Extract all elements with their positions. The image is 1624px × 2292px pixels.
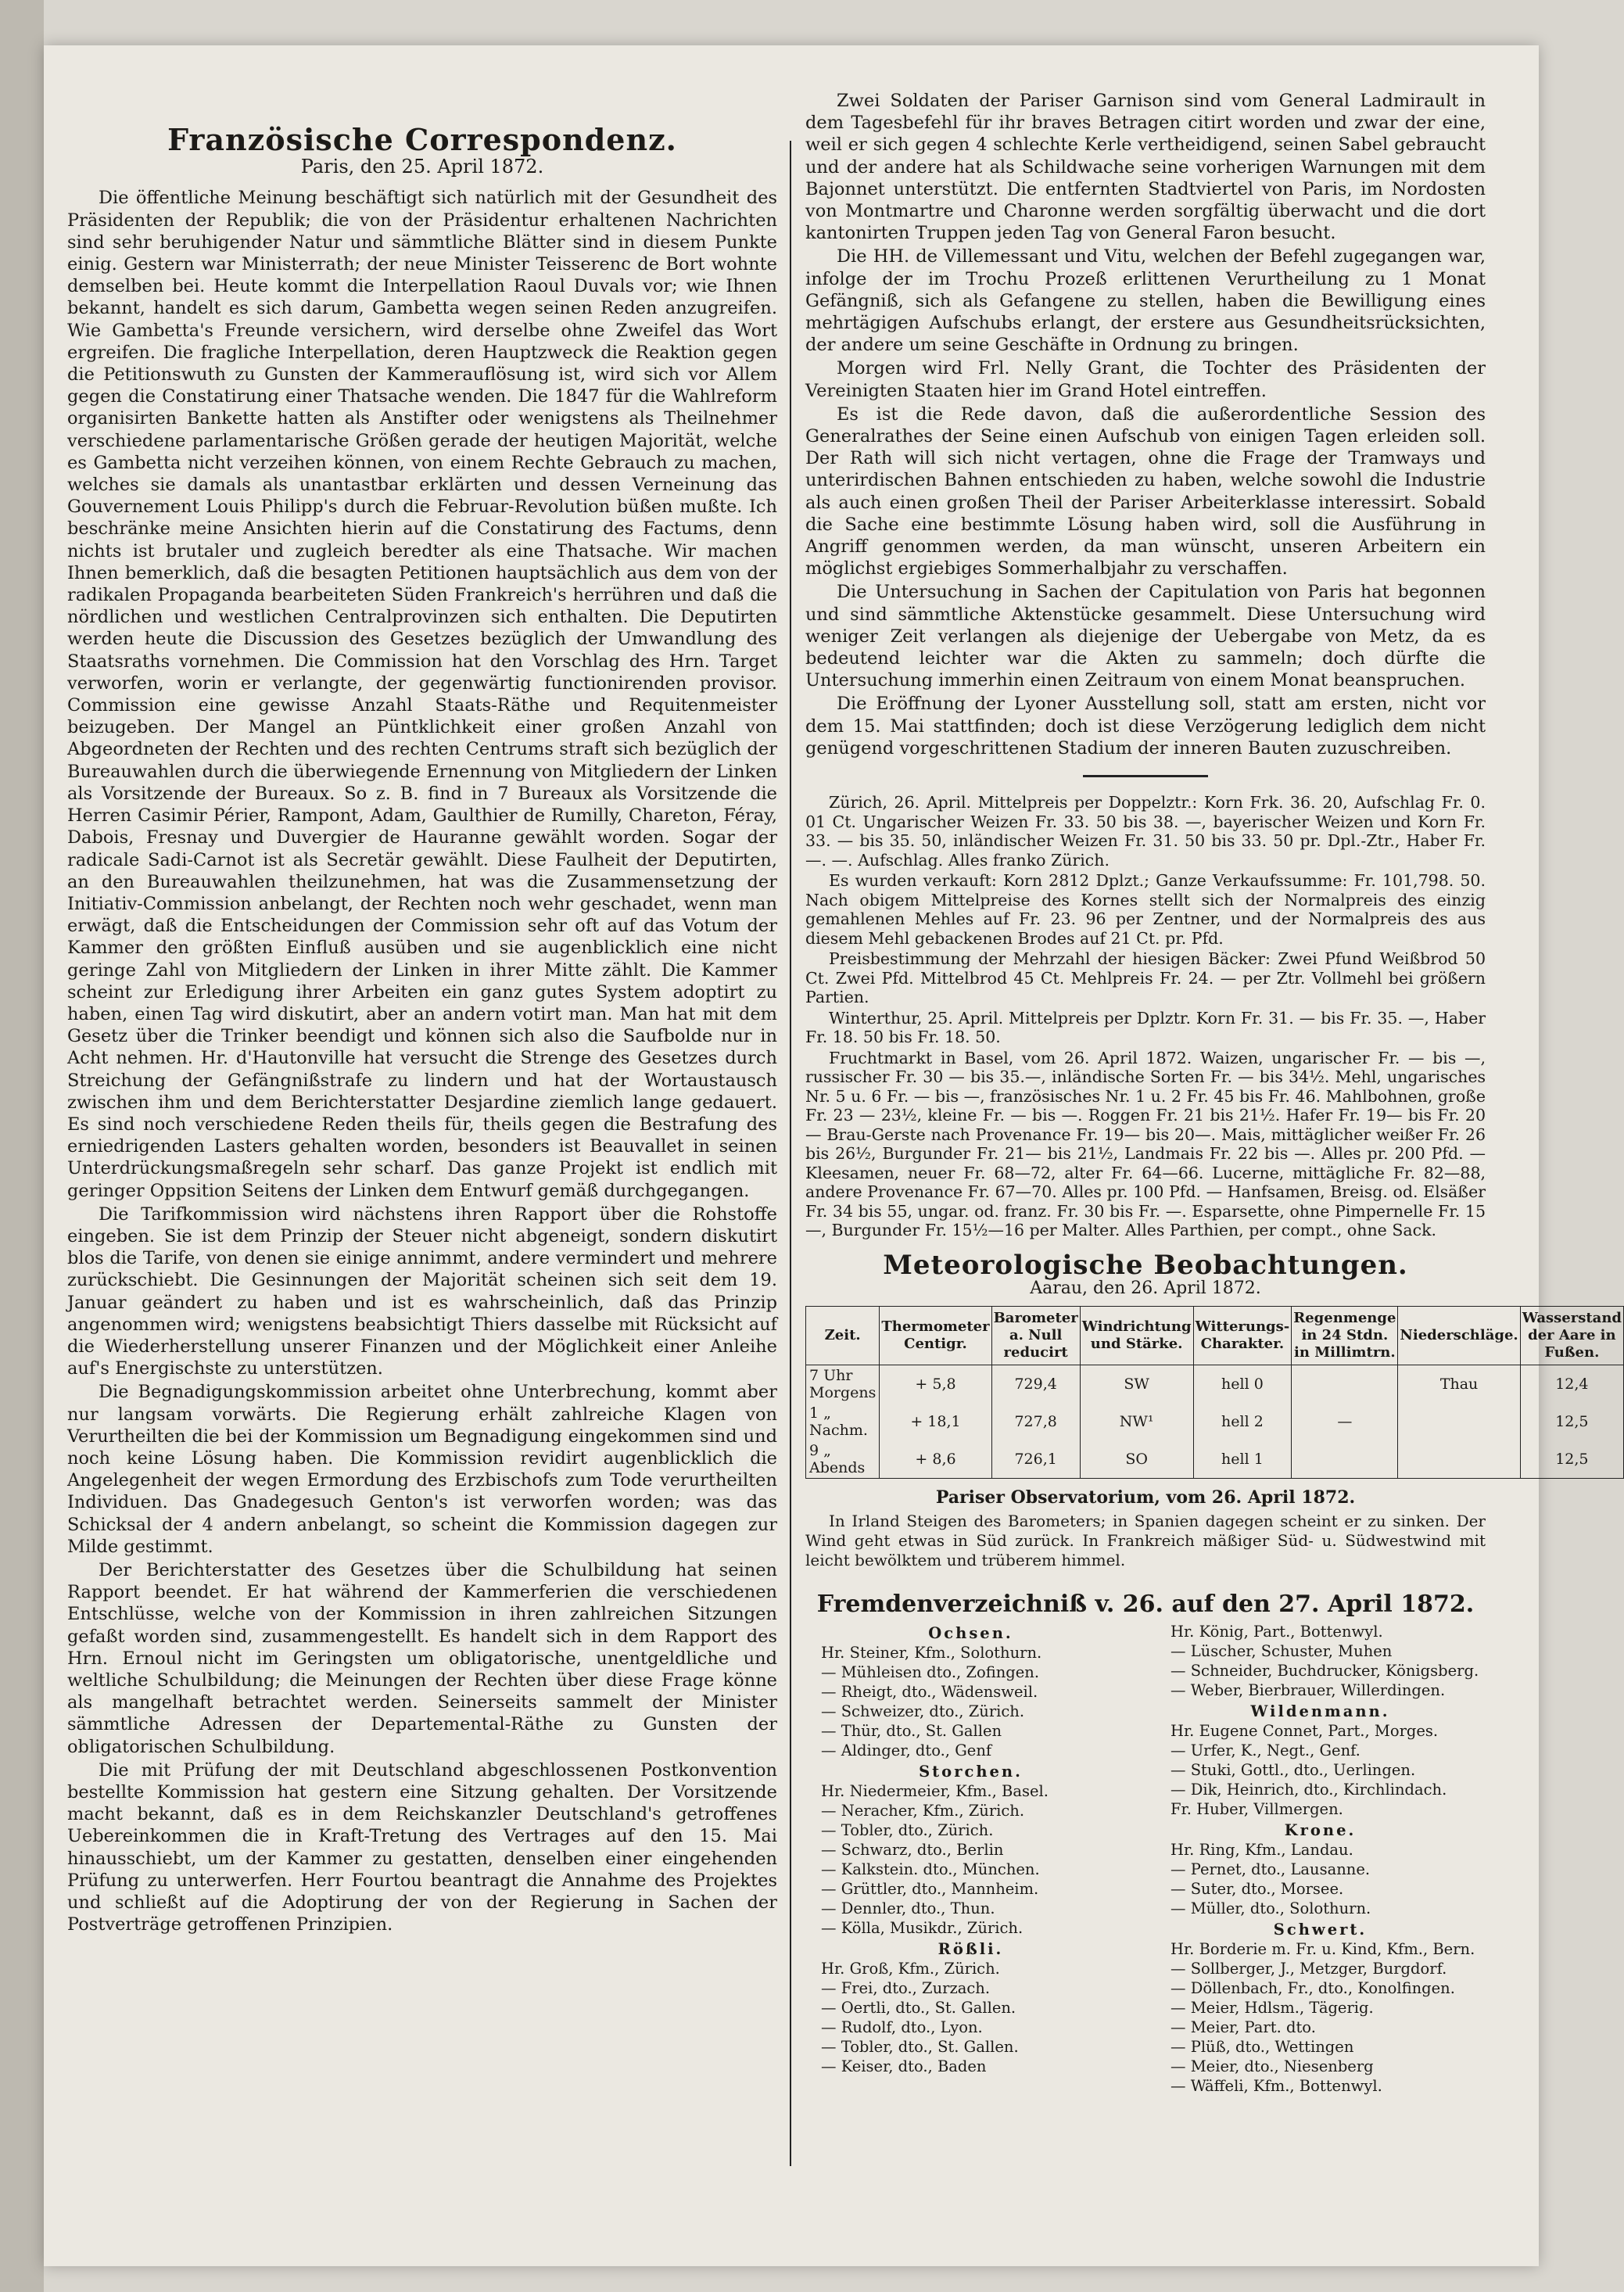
- guest-entry: — Rheigt, dto., Wädensweil.: [821, 1683, 1038, 1702]
- meteo-cell: 12,5: [1520, 1440, 1623, 1479]
- meteo-header: Zeit.: [806, 1307, 880, 1365]
- meteo-cell: —: [1292, 1403, 1398, 1440]
- observatory-title: Pariser Observatorium, vom 26. April 1872.: [935, 1487, 1356, 1508]
- article-title: Französische Correspondenz.: [167, 122, 677, 157]
- guest-entry: Hr. Borderie m. Fr. u. Kind, Kfm., Bern.: [1170, 1940, 1475, 1959]
- market-paragraph: Es wurden verkauft: Korn 2812 Dplzt.; Ganze Verkaufssumme: Fr. 101,798. 50. Nach obigem Mittelpreise des Kornes stellt sich der Normalpreis des einzig gemahlenen Mehles auf Fr. 23. 96 per Zentner, und der Normalpreis des aus diesem Mehl gebackenen Brodes auf 21 Ct. pr. Pfd.: [805, 871, 1486, 948]
- meteo-header: Thermometer Centigr.: [880, 1307, 991, 1365]
- article-paragraph: Es ist die Rede davon, daß die außerordentliche Session des Generalrathes der Seine einen Aufschub von einigen Tagen erleiden soll. Der Rath will sich nicht vertagen, ohne die Frage der Tramways und unterirdischen Bahnen entschieden zu haben, welche sowohl die Industrie als auch einen großen Theil der Pariser Arbeiterklasse interessirt. Sobald die Sache eine bestimmte Lösung haben wird, soll die Ausführung in Angriff genommen werden, da man wünscht, unseren Arbeitern ein möglichst ergiebiges Sommerhalbjahr zu verschaffen.: [805, 404, 1486, 579]
- guest-entry: — Neracher, Kfm., Zürich.: [821, 1802, 1025, 1820]
- market-paragraph: Winterthur, 25. April. Mittelpreis per Dplztr. Korn Fr. 31. — bis Fr. 35. —, Haber Fr. 18. 50 bis Fr. 18. 50.: [805, 1008, 1486, 1047]
- guest-entry: — Tobler, dto., Zürich.: [821, 1821, 994, 1840]
- guest-entry: — Aldinger, dto., Genf: [821, 1741, 992, 1760]
- hotel-heading: Ochsen.: [928, 1624, 1013, 1643]
- meteo-row: [806, 1403, 1624, 1440]
- article-paragraph: Zwei Soldaten der Pariser Garnison sind vom General Ladmirault in dem Tagesbefehl für ihr braves Betragen citirt worden und zwar der eine, weil er sich gegen 4 schlechte Kerle vertheidigend, seinen Sabel gebraucht und der andere hat als Schildwache seine vorherigen Warnungen mit dem Bajonnet unterstützt. Die entfernten Stadtviertel von Paris, im Nordosten von Montmartre und Charonne werden sorgfältig überwacht und die dort kantonirten Truppen jeden Tag von General Faron besucht.: [805, 91, 1486, 244]
- meteo-cell: NW¹: [1080, 1403, 1193, 1440]
- meteo-cell: 7 Uhr Morgens: [806, 1365, 880, 1404]
- guest-column: [1155, 1622, 1486, 2096]
- guest-entry: — Plüß, dto., Wettingen: [1170, 2038, 1354, 2057]
- hotel-heading: Rößli.: [937, 1940, 1004, 1959]
- market-paragraph: Preisbestimmung der Mehrzahl der hiesigen Bäcker: Zwei Pfund Weißbrod 50 Ct. Zwei Pfd. Mittelbrod 45 Ct. Mehlpreis Fr. 24. — per Ztr. Vollmehl bei größern Partien.: [805, 949, 1486, 1007]
- meteo-cell: hell 0: [1193, 1365, 1292, 1404]
- hotel-heading: Wildenmann.: [1250, 1702, 1390, 1721]
- guest-entry: — Kölla, Musikdr., Zürich.: [821, 1919, 1024, 1938]
- meteo-cell: + 8,6: [880, 1440, 991, 1479]
- column-divider: [790, 141, 791, 2166]
- guest-entry: — Wäffeli, Kfm., Bottenwyl.: [1170, 2077, 1382, 2096]
- guest-entry: Hr. Steiner, Kfm., Solothurn.: [821, 1644, 1042, 1663]
- binding-edge: [0, 0, 44, 2292]
- meteo-cell: hell 1: [1193, 1440, 1292, 1479]
- observatory-text: In Irland Steigen des Barometers; in Spanien dagegen scheint er zu sinken. Der Wind geht etwas in Süd zurück. In Frankreich mäßiger Süd- u. Südwestwind mit leicht bewölktem und trüberem himmel.: [805, 1512, 1486, 1570]
- meteo-title: Meteorologische Beobachtungen.: [883, 1249, 1408, 1281]
- meteo-cell: hell 2: [1193, 1403, 1292, 1440]
- meteo-header: Witterungs-Charakter.: [1193, 1307, 1292, 1365]
- meteo-table: [805, 1306, 1624, 1479]
- guest-entry: — Meier, Hdlsm., Tägerig.: [1170, 1999, 1374, 2018]
- article-paragraph: Die Begnadigungskommission arbeitet ohne Unterbrechung, kommt aber nur langsam vorwärts. Die Regierung erhält zahlreiche Klagen von Verurtheilten die bei der Kommission um Begnadigung eingekommen sind und noch keine Lösung haben. Die Kommission revidirt augenblicklich die Angelegenheit der wegen Ermordung des Erzbischofs zum Tode verurtheilten Individuen. Das Gnadegesuch Genton's ist verworfen worden; was das Schicksal der 4 andern anbelangt, so scheint die Kommission dagegen zur Milde gestimmt.: [67, 1382, 777, 1557]
- guest-entry: — Müller, dto., Solothurn.: [1170, 1899, 1371, 1918]
- article-dateline: Paris, den 25. April 1872.: [300, 156, 544, 178]
- meteo-cell: 12,5: [1520, 1403, 1623, 1440]
- meteo-cell: + 5,8: [880, 1365, 991, 1404]
- article-paragraph: Die Untersuchung in Sachen der Capitulation von Paris hat begonnen und sind sämmtliche Aktenstücke gesammelt. Diese Untersuchung wird weniger Zeit verlangen als diejenige der Uebergabe von Metz, da es bedeutend leichter war die Akten zu sammeln; doch dürfte die Untersuchung immerhin einen Zeitraum von einem Monat beanspruchen.: [805, 582, 1486, 691]
- market-reports: [805, 793, 1486, 1240]
- meteo-cell: SO: [1080, 1440, 1193, 1479]
- guest-entry: — Lüscher, Schuster, Muhen: [1170, 1642, 1393, 1661]
- guest-entry: — Schweizer, dto., Zürich.: [821, 1702, 1025, 1721]
- guest-entry: — Stuki, Gottl., dto., Uerlingen.: [1170, 1761, 1416, 1780]
- meteo-header: Barometer a. Null reducirt: [991, 1307, 1080, 1365]
- article-paragraph: Die HH. de Villemessant und Vitu, welchen der Befehl zugegangen war, infolge der im Trochu Prozeß erlittenen Verurtheilung zu 1 Monat Gefängniß, sich als Gefangene zu stellen, haben die Bewilligung eines mehrtägigen Aufschubs erlangt, der erstere aus Gesundheitsrücksichten, der andere um seine Geschäfte in Ordnung zu bringen.: [805, 246, 1486, 356]
- meteo-cell: 1 „ Nachm.: [806, 1403, 880, 1440]
- meteo-cell: Thau: [1398, 1365, 1520, 1404]
- meteo-header: Regenmenge in 24 Stdn. in Millimtrn.: [1292, 1307, 1398, 1365]
- observatory-report: [805, 1487, 1486, 1570]
- meteo-cell: 729,4: [991, 1365, 1080, 1404]
- hotel-heading: Schwert.: [1273, 1921, 1368, 1939]
- guest-entry: — Keiser, dto., Baden: [821, 2057, 987, 2076]
- guest-entry: — Thür, dto., St. Gallen: [821, 1722, 1002, 1741]
- guest-entry: Hr. Niedermeier, Kfm., Basel.: [821, 1782, 1049, 1801]
- guest-entry: Fr. Huber, Villmergen.: [1170, 1800, 1343, 1819]
- guest-entry: — Kalkstein. dto., München.: [821, 1860, 1040, 1879]
- meteo-header: Wasserstand der Aare in Fußen.: [1520, 1307, 1623, 1365]
- guest-entry: — Dik, Heinrich, dto., Kirchlindach.: [1170, 1781, 1447, 1799]
- meteo-header: Niederschläge.: [1398, 1307, 1520, 1365]
- meteo-cell: [1292, 1440, 1398, 1479]
- guest-entry: — Rudolf, dto., Lyon.: [821, 2018, 983, 2037]
- article-paragraph: Die Tarifkommission wird nächstens ihren Rapport über die Rohstoffe eingeben. Sie ist dem Prinzip der Steuer nicht abgeneigt, sondern diskutirt blos die Tarife, von denen sie einige annimmt, andere vermindert und mehrere zurückschiebt. Die Gesinnungen der Majorität scheinen sich seit dem 19. Januar geändert zu haben und ist es wahrscheinlich, daß das Prinzip angenommen wird; wenigstens beabsichtigt Thiers dasselbe mit Rücksicht auf die Wiederherstellung unserer Finanzen und der Möglichkeit einer Anleihe auf's Energischste zu unterstützen.: [67, 1203, 777, 1379]
- guest-list-title: Fremdenverzeichniß v. 26. auf den 27. April 1872.: [816, 1591, 1475, 1619]
- guest-entry: — Schwarz, dto., Berlin: [821, 1841, 1004, 1860]
- guest-entry: Hr. Groß, Kfm., Zürich.: [821, 1960, 1000, 1978]
- meteo-cell: [1292, 1365, 1398, 1404]
- right-column: [805, 90, 1622, 2096]
- guest-list: [805, 1622, 1486, 2096]
- guest-entry: — Oertli, dto., St. Gallen.: [821, 1999, 1016, 2018]
- article-paragraph: Die mit Prüfung der mit Deutschland abgeschlossenen Postkonvention bestellte Kommission hat gestern eine Sitzung gehalten. Der Vorsitzende macht bekannt, daß es in dem Reichskanzler Deutschland's getroffenes Uebereinkommen die in Kraft-Tretung des Vertrages auf den 15. Mai hinausschiebt, um der Kammer zu gestatten, denselben einer eingehenden Prüfung zu unterwerfen. Herr Fourtou beantragt die Annahme des Projektes und schließt auf die Adoptirung der von der Regierung in Sachen der Postverträge getroffenen Prinzipien.: [67, 1759, 777, 1935]
- article-paragraph: Der Berichterstatter des Gesetzes über die Schulbildung hat seinen Rapport beendet. Er hat während der Kammerferien die verschiedenen Entschlüsse, welche von der Kommission in ihren zahlreichen Sitzungen gefaßt worden sind, zusammengestellt. Es handelt sich in dem Rapport des Hrn. Ernoul nicht im Geringsten um obligatorische, unentgeldliche und weltliche Schulbildung; die Meinungen der Rechten über diese Frage könne als mangelhaft betrachtet werden. Seinerseits sammelt der Minister sämmtliche Adressen der Departemental-Räthe zu Gunsten der obligatorischen Schulbildung.: [67, 1560, 777, 1757]
- article-paragraph: Die öffentliche Meinung beschäftigt sich natürlich mit der Gesundheit des Präsidenten der Republik; die von der Präsidentur erhaltenen Nachrichten sind sehr beruhigender Natur und sämmtliche Blätter sind in diesem Punkte einig. Gestern war Ministerrath; der neue Minister Teisserenc de Bort wohnte demselben bei. Heute kommt die Interpellation Raoul Duvals vor; wie Ihnen bekannt, handelt es sich darum, Gambetta wegen seinen Reden anzugreifen. Wie Gambetta's Freunde versichern, wird derselbe ohne Zweifel das Wort ergreifen. Die fragliche Interpellation, deren Hauptzweck die Reaktion gegen die Petitionswuth zu Gunsten der Kammerauflösung ist, wird sich vor Allem gegen die Constatirung einer Thatsache wenden. Die 1847 für die Wahlreform organisirten Bankette hatten als Anstifter oder wenigstens als Theilnehmer verschiedene parlamentarische Größen gerade der heutigen Majorität, welche es Gambetta nicht verzeihen können, von einem Rechte Gebrauch zu machen, welches sie damals als unantastbar erklärten und dessen Verneinung das Gouvernement Louis Philipp's durch die Februar-Revolution büßen mußte. Ich beschränke meine Ansichten hierin auf die Constatirung des Factums, denn nichts ist brutaler und zugleich beredter als eine Thatsache. Wir machen Ihnen bemerklich, daß die besagten Petitionen hauptsächlich aus dem von der radikalen Propaganda bearbeiteten Süden Frankreich's herrühren und daß die nördlichen und westlichen Centralprovinzen sich enthalten. Die Deputirten werden heute die Discussion des Gesetzes bezüglich der Umwandlung des Staatsraths vornehmen. Die Commission hat den Vorschlag des Hrn. Target verworfen, worin er verlangte, der gegenwärtig functionirenden provisor. Commission eine gewisse Anzahl Staats-Räthe und Requitenmeister beizugeben. Der Mangel an Püntklichkeit einer großen Anzahl von Abgeordneten der Rechten und des rechten Centrums straft sich bezüglich der Bureauwahlen durch die überwiegende Ernennung von Mitgliedern der Linken als Vorsitzende der Bureaux. So z. B. find in 7 Bureaux als Vorsitzende die Herren Casimir Périer, Rampont, Adam, Gaulthier de Rumilly, Chareton, Féray, Dabois, Fresnay und Duvergier de Hauranne gewählt worden. Sogar der radicale Sadi-Carnot ist als Secretär gewählt. Diese Faulheit der Deputirten, an den Bureauwahlen theilzunehmen, hat was die Zusammensetzung der Initiativ-Commission anbelangt, der Rechten noch wehr geschadet, wenn man erwägt, daß die Entscheidungen der Commission sehr oft auf das Votum der Kammer den größten Einfluß ausüben und sie augenblicklich eine nicht geringe Zahl von Mitgliedern der Linken in ihrer Mitte zählt. Die Kammer scheint zur Erledigung ihrer Arbeiten ein ganz gutes System adoptirt zu haben, einen Tag wird diskutirt, aber an andern votirt man. Man hat mit dem Gesetz über die Trinker beendigt und können sich also die Saufbolde nur in Acht nehmen. Hr. d'Hautonville hat versucht die Strenge des Gesetzes durch Streichung der Gefängnißstrafe zu lindern und hat der Wortaustausch zwischen ihm und dem Berichterstatter Desjardine ziemlich lange gedauert. Es sind noch verschiedene Reden theils für, theils gegen die Bestrafung des erniedrigenden Lasters gehalten worden, besonders ist Beauvallet in seinen Unterdrückungsmaßregeln sehr scharf. Das ganze Projekt ist endlich mit geringer Oppsition Seitens der Linken dem Entwurf gemäß durchgegangen.: [67, 188, 777, 1201]
- guest-entry: — Dennler, dto., Thun.: [821, 1899, 995, 1918]
- meteo-header: Windrichtung und Stärke.: [1080, 1307, 1193, 1365]
- meteo-row: [806, 1365, 1624, 1404]
- guest-entry: — Frei, dto., Zurzach.: [821, 1979, 991, 1998]
- meteo-cell: [1398, 1403, 1520, 1440]
- meteo-row: [806, 1440, 1624, 1479]
- meteo-subtitle: Aarau, den 26. April 1872.: [1030, 1278, 1261, 1298]
- guest-entry: — Grüttler, dto., Mannheim.: [821, 1880, 1039, 1899]
- section-rule: [1083, 775, 1208, 777]
- guest-entry: — Urfer, K., Negt., Genf.: [1170, 1741, 1361, 1760]
- guest-entry: — Pernet, dto., Lausanne.: [1170, 1860, 1371, 1879]
- guest-entry: — Mühleisen dto., Zofingen.: [821, 1663, 1040, 1682]
- guest-entry: — Döllenbach, Fr., dto., Konolfingen.: [1170, 1979, 1455, 1998]
- guest-entry: — Tobler, dto., St. Gallen.: [821, 2038, 1019, 2057]
- article-paragraph: Die Eröffnung der Lyoner Ausstellung soll, statt am ersten, nicht vor dem 15. Mai stattfinden; doch ist diese Verzögerung lediglich dem nicht genügend vorgeschrittenen Stadium der inneren Bauten zuzuschreiben.: [805, 694, 1486, 759]
- article-paragraph: Morgen wird Frl. Nelly Grant, die Tochter des Präsidenten der Vereinigten Staaten hier im Grand Hotel eintreffen.: [805, 358, 1486, 401]
- meteo-cell: + 18,1: [880, 1403, 991, 1440]
- market-paragraph: Zürich, 26. April. Mittelpreis per Doppelztr.: Korn Frk. 36. 20, Aufschlag Fr. 0. 01 Ct. Ungarischer Weizen Fr. 33. 50 bis 38. —, bayerischer Weizen und Korn Fr. 33. — bis 35. 50, inländischer Weizen Fr. 31. 50 bis 33. 50 pr. Dpl.-Ztr., Haber Fr. —. —. Aufschlag. Alles franko Zürich.: [805, 793, 1486, 870]
- guest-entry: — Meier, dto., Niesenberg: [1170, 2057, 1374, 2076]
- hotel-heading: Storchen.: [919, 1763, 1023, 1781]
- guest-entry: Hr. König, Part., Bottenwyl.: [1170, 1623, 1383, 1641]
- guest-entry: — Sollberger, J., Metzger, Burgdorf.: [1170, 1960, 1447, 1978]
- guest-entry: — Suter, dto., Morsee.: [1170, 1880, 1344, 1899]
- meteo-cell: 727,8: [991, 1403, 1080, 1440]
- guest-entry: — Meier, Part. dto.: [1170, 2018, 1316, 2037]
- market-paragraph: Fruchtmarkt in Basel, vom 26. April 1872. Waizen, ungarischer Fr. — bis —, russischer Fr. 30 — bis 35.—, inländische Sorten Fr. — bis 34½. Mehl, ungarisches Nr. 5 u. 6 Fr. — bis —, französisches Nr. 1 u. 2 Fr. 45 bis Fr. 46. Mahlbohnen, große Fr. 23 — 23½, kleine Fr. — bis —. Roggen Fr. 21 bis 21½. Hafer Fr. 19— bis Fr. 20— Brau-Gerste nach Provenance Fr. 19— bis 20—. Mais, mittäglicher weißer Fr. 26 bis 26½, Burgunder Fr. 21— bis 21½, Landmais Fr. 22 bis —. Alles pr. 200 Pfd. — Kleesamen, neuer Fr. 68—72, alter Fr. 64—66. Lucerne, mittägliche Fr. 82—88, andere Provenance Fr. 67—70. Alles pr. 100 Pfd. — Hanfsamen, Breisg. od. Elsäßer Fr. 34 bis 55, ungar. od. franz. Fr. 30 bis Fr. —. Esparsette, ohne Pimpernelle Fr. 15 —, Burgunder Fr. 15½—16 per Malter. Alles Parthien, per compt., ohne Sack.: [805, 1048, 1486, 1240]
- meteo-cell: 12,4: [1520, 1365, 1623, 1404]
- meteo-header-row: [806, 1307, 1624, 1365]
- guest-entry: Hr. Ring, Kfm., Landau.: [1170, 1841, 1353, 1860]
- guest-column: [805, 1622, 1136, 2096]
- hotel-heading: Krone.: [1284, 1821, 1357, 1840]
- meteo-cell: [1398, 1440, 1520, 1479]
- guest-entry: Hr. Eugene Connet, Part., Morges.: [1170, 1722, 1439, 1741]
- left-column: [67, 74, 777, 1937]
- meteo-cell: 726,1: [991, 1440, 1080, 1479]
- guest-entry: — Weber, Bierbrauer, Willerdingen.: [1170, 1681, 1446, 1700]
- meteo-cell: 9 „ Abends: [806, 1440, 880, 1479]
- guest-entry: — Schneider, Buchdrucker, Königsberg.: [1170, 1662, 1479, 1680]
- meteo-cell: SW: [1080, 1365, 1193, 1404]
